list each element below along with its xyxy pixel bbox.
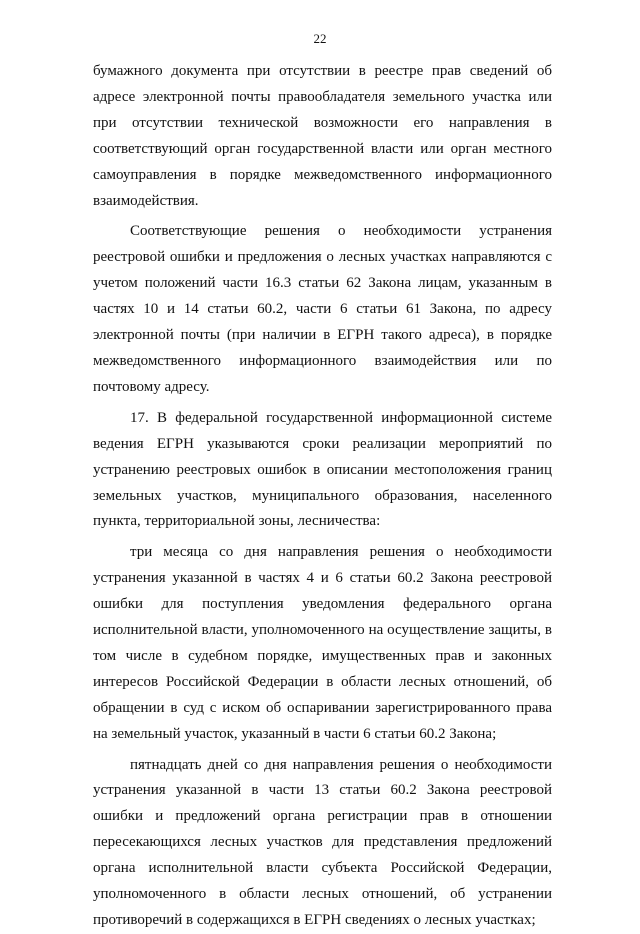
body-text bbox=[93, 59, 552, 934]
paragraph-continuation: бумажного документа при отсутствии в реестре прав сведений об адресе электронной почты правообладателя земельного участка или при отсутствии технической возможности его направления в соответствующий орган государственной власти или орган местного самоуправления в порядке межведомственного информационного взаимодействия. bbox=[93, 63, 552, 209]
paragraph-decisions: Соответствующие решения о необходимости устранения реестровой ошибки и предложения о лесных участках направляются с учетом положений части 16.3 статьи 62 Закона лицам, указанным в частях 10 и 14 статьи 60.2, части 6 статьи 61 Закона, по адресу электронной почты (при наличии в ЕГРН такого адреса), в порядке межведомственного информационного взаимодействия или по почтовому адресу. bbox=[93, 223, 552, 395]
paragraph-fifteen-days: пятнадцать дней со дня направления решения о необходимости устранения указанной в части 13 статьи 60.2 Закона реестровой ошибки и предложений органа регистрации прав в отношении пересекающихся лесных участков для представления предложений органа исполнительной власти субъекта Российской Федерации, уполномоченного в области лесных отношений, об устранении противоречий в содержащихся в ЕГРН сведениях о лесных участках; bbox=[93, 756, 552, 928]
page-number: 22 bbox=[313, 31, 327, 46]
paragraph-item-17: 17. В федеральной государственной информационной системе ведения ЕГРН указываются сроки реализации мероприятий по устранению реестровых ошибок в описании местоположения границ земельных участков, муниципального образования, населенного пункта, территориальной зоны, лесничества: bbox=[93, 409, 552, 530]
paragraph-three-months: три месяца со дня направления решения о необходимости устранения указанной в частях 4 и 6 статьи 60.2 Закона реестровой ошибки для поступления уведомления федерального органа исполнительной власти, уполномоченного на осуществление защиты, в том числе в судебном порядке, имущественных прав и законных интересов Российской Федерации в области лесных отношений, об обращении в суд с иском об оспаривании зарегистрированного права на земельный участок, указанный в части 6 статьи 60.2 Закона; bbox=[93, 544, 552, 742]
